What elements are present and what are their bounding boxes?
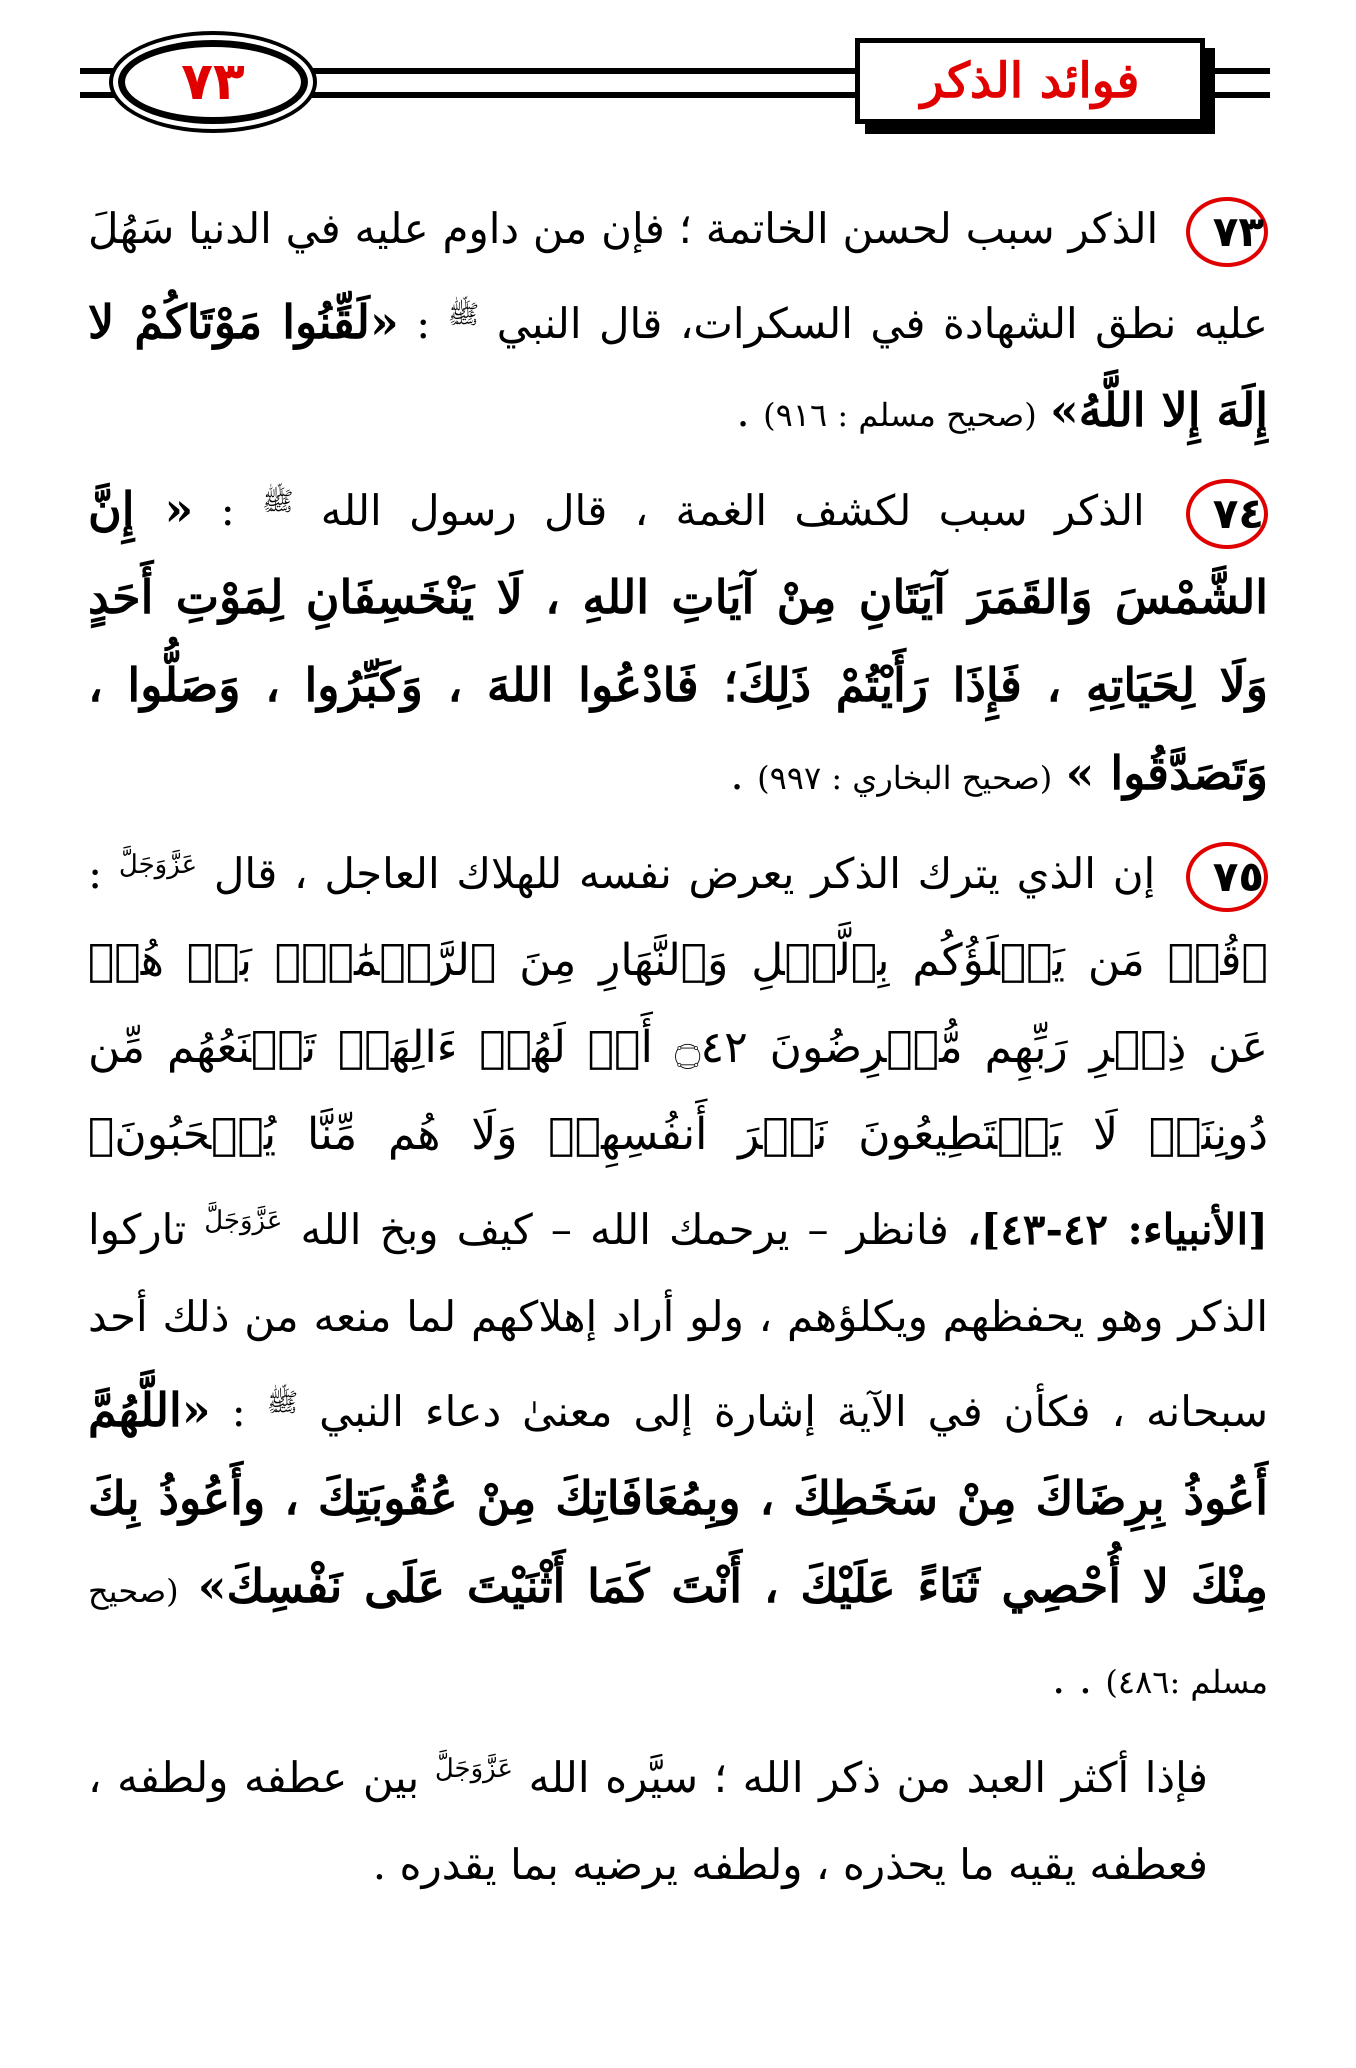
benefit-text: الذكر سبب لحسن الخاتمة ؛ فإن من داوم عليه في الدنيا سَهُلَ عليه نطق الشهادة في السكرات، قال النبي bbox=[88, 204, 1268, 348]
colon: : bbox=[231, 1387, 246, 1436]
benefit-number-circle: ٧٤ bbox=[1186, 479, 1268, 549]
colon: : bbox=[416, 299, 431, 348]
benefit-text-continued: فانظر – يرحمك الله – كيف وبخ الله bbox=[300, 1205, 949, 1254]
hadith-quote: « إِنَّ الشَّمْسَ وَالقَمَرَ آيَتَانِ مِنْ آيَاتِ اللهِ ، لَا يَنْخَسِفَانِ لِمَوْتِ أَحَدٍ وَلَا لِحَيَاتِهِ ، فَإِذَا رَأَيْتُمْ ذَلِكَ؛ فَادْعُوا اللهَ ، وَكَبِّرُوا ، وَصَلُّوا ، وَتَصَدَّقُوا » bbox=[88, 482, 1268, 800]
benefit-text: إن الذي يترك الذكر يعرض نفسه للهلاك العاجل ، قال bbox=[213, 849, 1156, 898]
benefit-73 bbox=[88, 185, 1268, 459]
hadith-quote: «اللَّهُمَّ أَعُوذُ بِرِضَاكَ مِنْ سَخَطِكَ ، وبِمُعَافَاتِكَ مِنْ عُقُوبَتِكَ ، وأَعُوذُ بِكَ مِنْكَ لا أُحْصِي ثَنَاءً عَلَيْكَ ، أَنْتَ كَمَا أَثْنَيْتَ عَلَى نَفْسِكَ» bbox=[88, 1383, 1268, 1613]
hadith-source: (صحيح مسلم :٤٨٦) bbox=[88, 1572, 1268, 1701]
hadith-quote: «لَقِّنُوا مَوْتَاكُمْ لا إِلَهَ إِلا اللَّهُ» bbox=[88, 295, 1268, 437]
quran-verse: ﴿قُلۡ مَن يَكۡلَؤُكُم بِٱلَّيۡلِ وَٱلنَّهَارِ مِنَ ٱلرَّحۡمَٰنِۗ بَلۡ هُمۡ عَن ذِكۡرِ رَبِّهِم مُّعۡرِضُونَ ۝٤٢ أَمۡ لَهُمۡ ءَالِهَةٞ تَمۡنَعُهُم مِّن دُونِنَاۚ لَا يَسۡتَطِيعُونَ نَصۡرَ أَنفُسِهِمۡ وَلَا هُم مِّنَّا يُصۡحَبُونَ﴾ bbox=[88, 935, 1268, 1160]
closing-text: فإذا أكثر العبد من ذكر الله ؛ سيَّره الله bbox=[528, 1753, 1208, 1802]
closing-text: بين عطفه ولطفه ، فعطفه يقيه ما يحذره ، ولطفه يرضيه بما يقدره . bbox=[88, 1753, 1208, 1889]
glorification-mark: عَزَّوَجَلَّ bbox=[204, 1206, 283, 1236]
page-header bbox=[0, 0, 1356, 150]
salutation-mark: ﷺ bbox=[266, 1388, 299, 1418]
end-mark: . bbox=[730, 750, 744, 799]
benefit-74 bbox=[88, 459, 1268, 822]
colon: : bbox=[88, 849, 103, 898]
page-content bbox=[88, 185, 1268, 1908]
colon: : bbox=[220, 486, 235, 535]
end-mark: . . bbox=[1052, 1654, 1093, 1703]
page-number: ٧٣ bbox=[181, 52, 245, 112]
glorification-mark: عَزَّوَجَلَّ bbox=[434, 1754, 513, 1784]
benefit-75 bbox=[88, 822, 1268, 1726]
glorification-mark: عَزَّوَجَلَّ bbox=[118, 850, 198, 880]
hadith-source: (صحيح البخاري : ٩٩٧) bbox=[757, 759, 1053, 797]
salutation-mark: ﷺ bbox=[447, 300, 480, 330]
salutation-mark: ﷺ bbox=[262, 487, 294, 517]
end-mark: . bbox=[736, 387, 750, 436]
benefit-text: الذكر سبب لكشف الغمة ، قال رسول الله bbox=[320, 486, 1145, 535]
hadith-source: (صحيح مسلم : ٩١٦) bbox=[763, 396, 1037, 434]
closing-paragraph bbox=[88, 1726, 1268, 1908]
page-number-oval bbox=[118, 40, 308, 124]
book-title-box bbox=[855, 38, 1205, 124]
benefit-number-circle: ٧٥ bbox=[1186, 842, 1268, 912]
benefit-text-continued: تاركوا الذكر وهو يحفظهم ويكلؤهم ، ولو أراد إهلاكهم لما منعه من ذلك أحد سبحانه ، فكأن في الآية إشارة إلى معنىٰ دعاء النبي bbox=[88, 1205, 1269, 1436]
book-title: فوائد الذكر bbox=[920, 53, 1140, 109]
benefit-number-circle: ٧٣ bbox=[1186, 197, 1268, 267]
verse-reference: [الأنبياء: ٤٢-٤٣]، bbox=[966, 1205, 1269, 1254]
